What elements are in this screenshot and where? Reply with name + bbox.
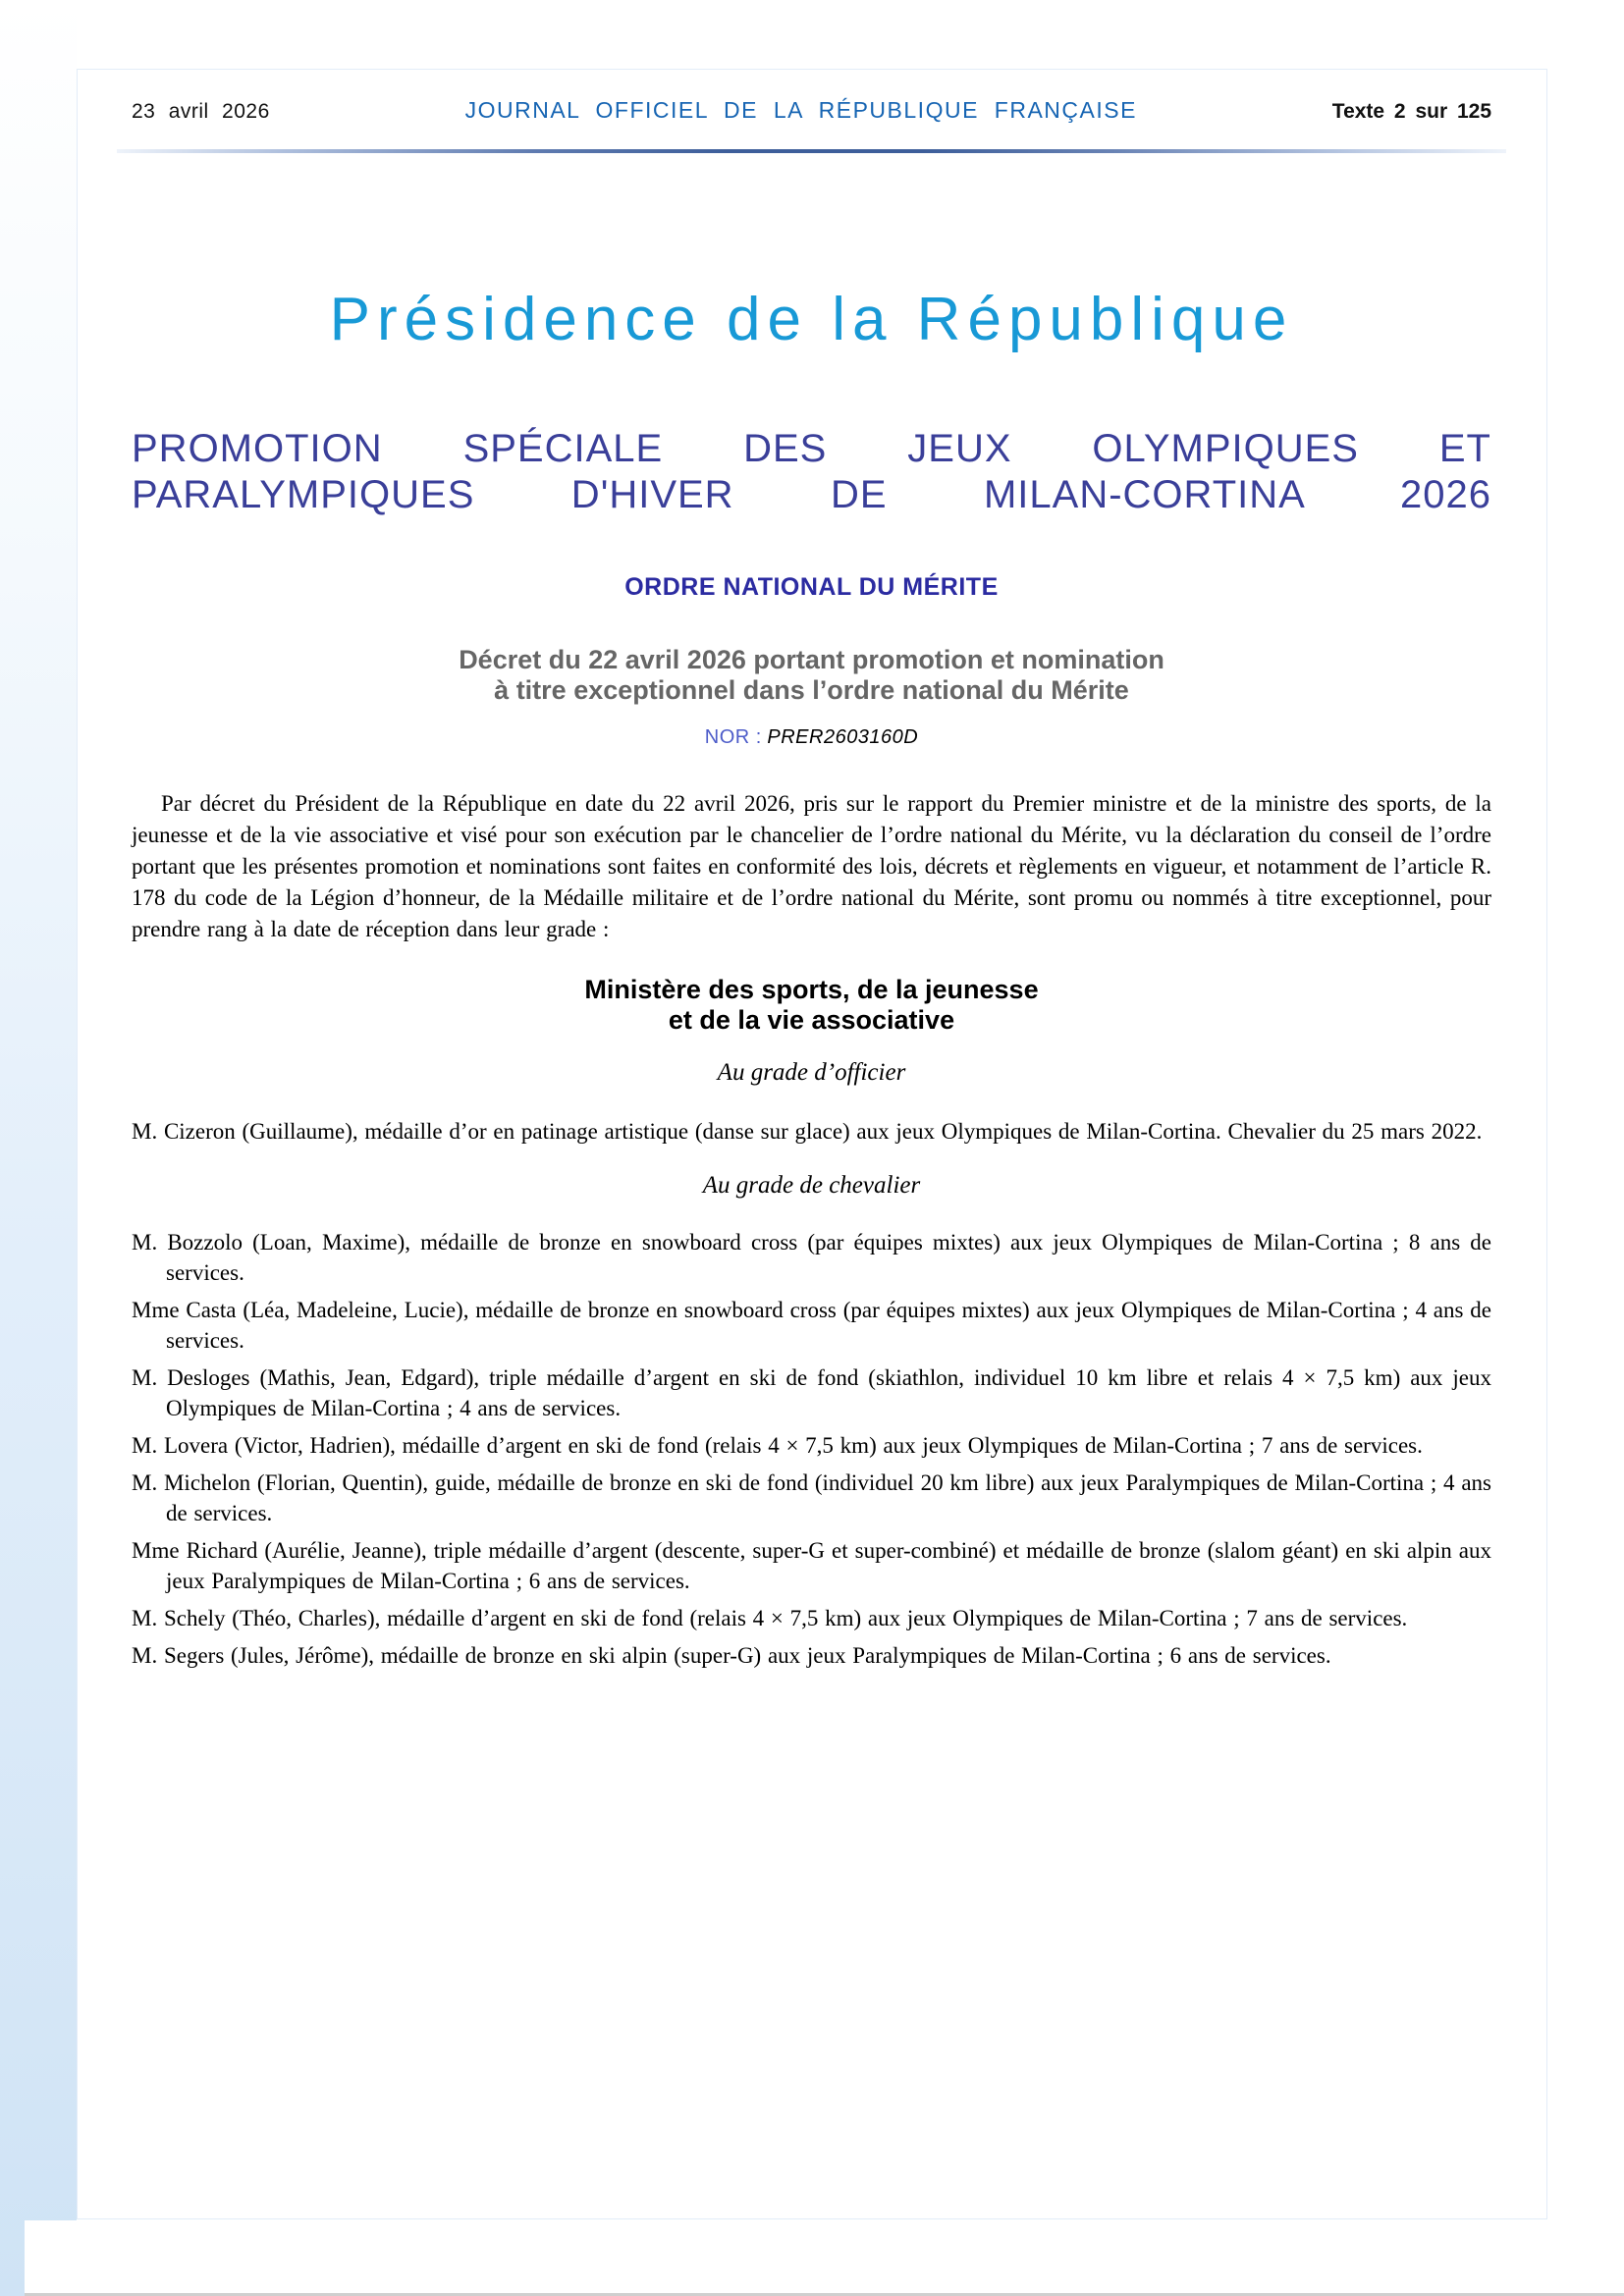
decree-heading (132, 645, 1491, 706)
list-item: Mme Casta (Léa, Madeleine, Lucie), médaille de bronze en snowboard cross (par équipes mixtes) aux jeux Olympiques de Milan-Cortina ; 4 ans de services. (132, 1298, 1491, 1353)
grade-heading-chevalier: Au grade de chevalier (702, 1172, 921, 1199)
page-header (132, 70, 1491, 124)
list-item: M. Michelon (Florian, Quentin), guide, médaille de bronze en ski de fond (individuel 20 km libre) aux jeux Paralympiques de Milan-Cortina ; 4 ans de services. (132, 1470, 1491, 1525)
decree-heading-line2: à titre exceptionnel dans l’ordre national du Mérite (494, 675, 1129, 705)
header-date: 23 avril 2026 (132, 100, 270, 123)
ministry-heading (132, 975, 1491, 1036)
promotion-heading-line2: PARALYMPIQUES D'HIVER DE MILAN-CORTINA 2026 (132, 473, 1491, 516)
document-sheet (77, 69, 1547, 2219)
order-heading: ORDRE NATIONAL DU MÉRITE (624, 573, 999, 601)
chevalier-entries (132, 1227, 1491, 1671)
list-item: M. Bozzolo (Loan, Maxime), médaille de bronze en snowboard cross (par équipes mixtes) aux jeux Olympiques de Milan-Cortina ; 8 ans de services. (132, 1230, 1491, 1285)
promotion-heading-line1: PROMOTION SPÉCIALE DES JEUX OLYMPIQUES ET (132, 427, 1491, 470)
nor-value: PRER2603160D (767, 726, 919, 748)
officier-entries (132, 1116, 1491, 1147)
list-item: M. Desloges (Mathis, Jean, Edgard), triple médaille d’argent en ski de fond (skiathlon, individuel 10 km libre et relais 4 × 7,5 km) aux jeux Olympiques de Milan-Cortina ; 4 ans de services. (132, 1365, 1491, 1420)
header-separator-rule (117, 149, 1506, 153)
ministry-heading-line1: Ministère des sports, de la jeunesse (584, 975, 1039, 1004)
promotion-heading (132, 426, 1491, 518)
ministry-heading-line2: et de la vie associative (668, 1005, 955, 1035)
header-text-number: Texte 2 sur 125 (1331, 100, 1491, 123)
document-title: Présidence de la République (329, 286, 1294, 353)
header-journal-title: JOURNAL OFFICIEL DE LA RÉPUBLIQUE FRANÇAISE (464, 97, 1137, 123)
list-item: M. Schely (Théo, Charles), médaille d’argent en ski de fond (relais 4 × 7,5 km) aux jeux Olympiques de Milan-Cortina ; 7 ans de services. (132, 1606, 1408, 1630)
nor-label: NOR : (704, 726, 762, 748)
grade-heading-officier: Au grade d’officier (717, 1059, 906, 1086)
document-content (78, 70, 1546, 1671)
list-item: M. Segers (Jules, Jérôme), médaille de bronze en ski alpin (super-G) aux jeux Paralympiques de Milan-Cortina ; 6 ans de services. (132, 1643, 1331, 1668)
page-background-gradient (0, 0, 77, 2296)
page-background-bottom (25, 2220, 1624, 2296)
decree-heading-line1: Décret du 22 avril 2026 portant promotion et nomination (459, 645, 1164, 674)
list-item: M. Lovera (Victor, Hadrien), médaille d’argent en ski de fond (relais 4 × 7,5 km) aux jeux Olympiques de Milan-Cortina ; 7 ans de services. (132, 1433, 1423, 1458)
list-item: Mme Richard (Aurélie, Jeanne), triple médaille d’argent (descente, super-G et super-combiné) et médaille de bronze (slalom géant) en ski alpin aux jeux Paralympiques de Milan-Cortina ; 6 ans de services. (132, 1538, 1491, 1593)
list-item: M. Cizeron (Guillaume), médaille d’or en patinage artistique (danse sur glace) aux jeux Olympiques de Milan-Cortina. Chevalier du 25 mars 2022. (132, 1119, 1483, 1144)
nor-line (132, 726, 1491, 749)
intro-paragraph: Par décret du Président de la République en date du 22 avril 2026, pris sur le rapport du Premier ministre et de la ministre des sports, de la jeunesse et de la vie associative et visé pour son exécution par le chancelier de l’ordre national du Mérite, vu la déclaration du conseil de l’ordre portant que les présentes promotion et nominations sont faites en conformité des lois, décrets et règlements en vigueur, et notamment de l’article R. 178 du code de la Légion d’honneur, de la Médaille militaire et de l’ordre national du Mérite, sont promu ou nommés à titre exceptionnel, pour prendre rang à la date de réception dans leur grade : (132, 791, 1491, 941)
